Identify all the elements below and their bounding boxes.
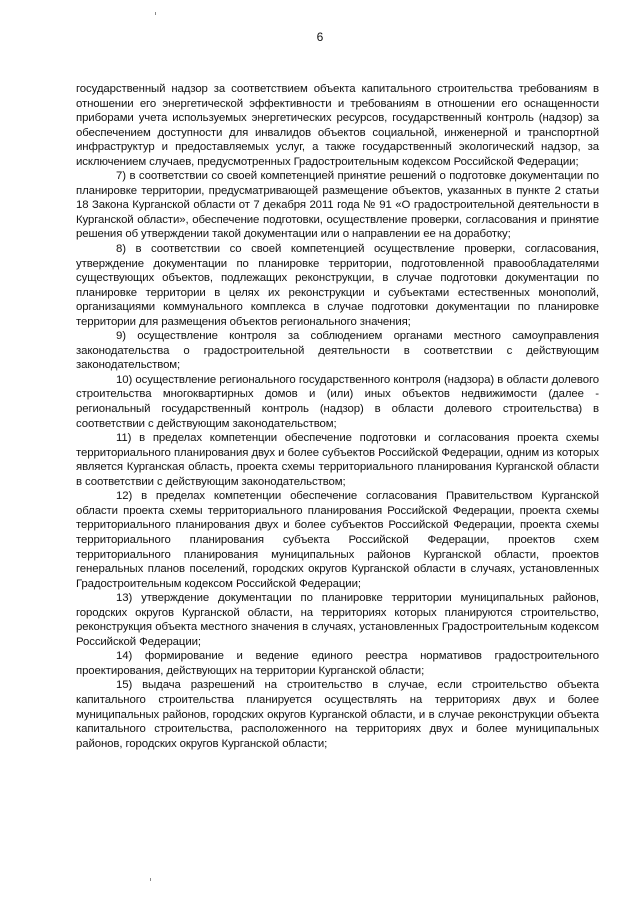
paragraph-continuation: государственный надзор за соответствием объекта капитального строительства требованиям в отношении его энергетической эффективности и требованиям в отношении его оснащенности приборами учета используемых энергетических ресурсов, государственный контроль (надзор) за обеспечением доступности для инвалидов объектов социальной, инженерной и транспортной инфраструктур и предоставляемых услуг, а также государственный экологический надзор, за исключением случаев, предусмотренных Градостроительным кодексом Российской Федерации;: [76, 83, 599, 168]
page-number: 6: [316, 30, 324, 44]
paragraph-item-8: 8) в соответствии со своей компетенцией осуществление проверки, согласования, утверждение документации по планировке территории, подготовленной правообладателями существующих объектов, подлежащих реконструкции, в случае подготовки документации по планировке территории в целях их реконструкции и субъектами естественных монополий, организациями коммунального комплекса в случае подготовки документации по планировке территории для размещения объектов регионального значения;: [76, 243, 599, 328]
paragraph-item-15: 15) выдача разрешений на строительство в случае, если строительство объекта капитального строительства планируется осуществлять на территориях двух и более муниципальных районов, городских округов Курганской области, и в случае реконструкции объекта капитального строительства, расположенного на территориях двух и более муниципальных районов, городских округов Курганской области;: [76, 679, 599, 750]
paragraph-item-12: 12) в пределах компетенции обеспечение согласования Правительством Курганской области проекта схемы территориального планирования Российской Федерации, проекта схемы территориального планирования двух и более субъектов Российской Федерации, проекта схемы территориального планирования субъекта Российской Федерации, проектов схем территориального планирования муниципальных районов Курганской области, проектов генеральных планов поселений, городских округов Курганской области в случаях, установленных Градостроительным кодексом Российской Федерации;: [76, 490, 599, 590]
paragraph-item-11: 11) в пределах компетенции обеспечение подготовки и согласования проекта схемы территориального планирования двух и более субъектов Российской Федерации, одним из которых является Курганская область, проекта схемы территориального планирования Курганской области в соответствии с действующим законодательством;: [76, 432, 599, 488]
paragraph-item-7: 7) в соответствии со своей компетенцией принятие решений о подготовке документации по планировке территории, предусматривающей размещение объектов, указанных в пункте 2 статьи 18 Закона Курганской области от 7 декабря 2011 года № 91 «О градостроительной деятельности в Курганской области», обеспечение подготовки, осуществление проверки, согласования и принятие решения об утверждении такой документации или о направлении ее на доработку;: [76, 170, 599, 241]
document-body: [76, 82, 599, 751]
paragraph-item-10: 10) осуществление регионального государственного контроля (надзора) в области долевого строительства многоквартирных домов и (или) иных объектов недвижимости (далее - региональный государственный контроль (надзор) в области долевого строительства) в соответствии с действующим законодательством;: [76, 373, 599, 430]
paragraph-item-14: 14) формирование и ведение единого реестра нормативов градостроительного проектирования, действующих на территории Курганской области;: [76, 650, 599, 677]
paragraph-item-13: 13) утверждение документации по планировке территории муниципальных районов, городских округов Курганской области, на территориях которых планируются строительство, реконструкция объекта местного значения в случаях, установленных Градостроительным кодексом Российской Федерации;: [76, 592, 599, 648]
paragraph-item-9: 9) осуществление контроля за соблюдением органами местного самоуправления законодательства о градостроительной деятельности в соответствии с действующим законодательством;: [76, 330, 599, 372]
